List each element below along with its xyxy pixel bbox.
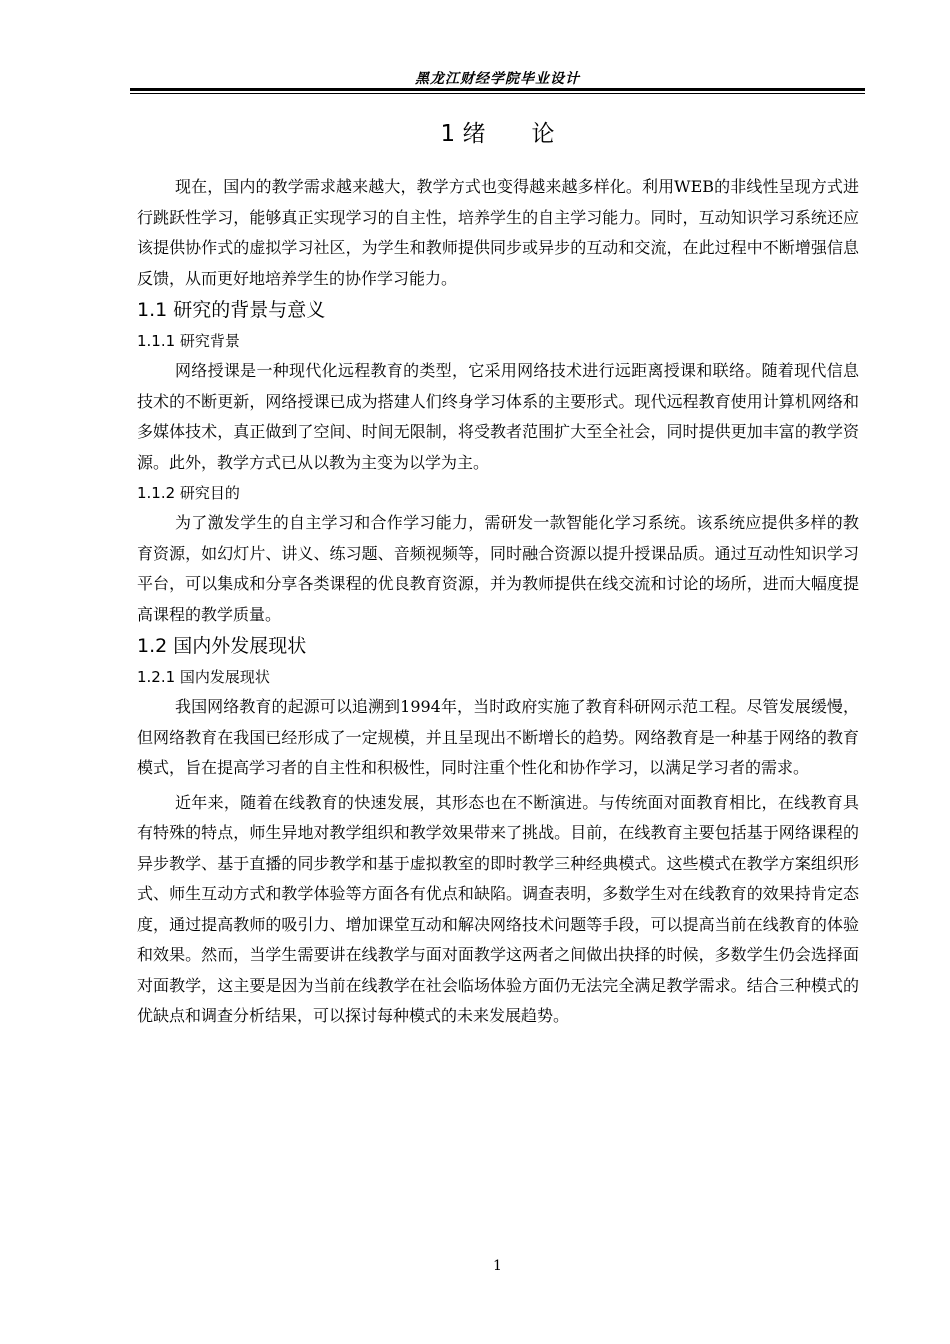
section-1-2-heading: 1.2 国内外发展现状	[137, 635, 307, 657]
page-body	[137, 172, 859, 1032]
subsection-1-1-2-heading: 1.1.2 研究目的	[137, 484, 240, 502]
header-rule-thick	[130, 88, 865, 91]
header-rule-thin	[130, 93, 865, 94]
subsection-1-1-1-heading: 1.1.1 研究背景	[137, 332, 240, 350]
subsection-1-2-1-heading: 1.2.1 国内发展现状	[137, 668, 270, 686]
research-purpose-paragraph: 为了激发学生的自主学习和合作学习能力，需研发一款智能化学习系统。该系统应提供多样的教育资源，如幻灯片、讲义、练习题、音频视频等，同时融合资源以提升授课品质。通过互动性知识学习平台，可以集成和分享各类课程的优良教育资源，并为教师提供在线交流和讨论的场所，进而大幅度提高课程的教学质量。	[137, 513, 859, 624]
research-background-paragraph: 网络授课是一种现代化远程教育的类型，它采用网络技术进行远距离授课和联络。随着现代信息技术的不断更新，网络授课已成为搭建人们终身学习体系的主要形式。现代远程教育使用计算机网络和多媒体技术，真正做到了空间、时间无限制，将受教者范围扩大至全社会，同时提供更加丰富的教学资源。此外，教学方式已从以教为主变为以学为主。	[137, 361, 859, 472]
page-number: 1	[493, 1258, 502, 1274]
chapter-title: 1 绪 论	[440, 121, 555, 147]
running-header: 黑龙江财经学院毕业设计	[415, 71, 580, 87]
intro-paragraph: 现在，国内的教学需求越来越大，教学方式也变得越来越多样化。利用WEB的非线性呈现方式进行跳跃性学习，能够真正实现学习的自主性，培养学生的自主学习能力。同时，互动知识学习系统还应该提供协作式的虚拟学习社区，为学生和教师提供同步或异步的互动和交流，在此过程中不断增强信息反馈，从而更好地培养学生的协作学习能力。	[137, 177, 859, 288]
domestic-status-paragraph-1: 我国网络教育的起源可以追溯到1994年，当时政府实施了教育科研网示范工程。尽管发展缓慢，但网络教育在我国已经形成了一定规模，并且呈现出不断增长的趋势。网络教育是一种基于网络的教育模式，旨在提高学习者的自主性和积极性，同时注重个性化和协作学习，以满足学习者的需求。	[137, 697, 859, 777]
domestic-status-paragraph-2: 近年来，随着在线教育的快速发展，其形态也在不断演进。与传统面对面教育相比，在线教育具有特殊的特点，师生异地对教学组织和教学效果带来了挑战。目前，在线教育主要包括基于网络课程的异步教学、基于直播的同步教学和基于虚拟教室的即时教学三种经典模式。这些模式在教学方案组织形式、师生互动方式和教学体验等方面各有优点和缺陷。调查表明，多数学生对在线教育的效果持肯定态度，通过提高教师的吸引力、增加课堂互动和解决网络技术问题等手段，可以提高当前在线教育的体验和效果。然而，当学生需要讲在线教学与面对面教学这两者之间做出抉择的时候，多数学生仍会选择面对面教学，这主要是因为当前在线教学在社会临场体验方面仍无法完全满足教学需求。结合三种模式的优缺点和调查分析结果，可以探讨每种模式的未来发展趋势。	[137, 792, 859, 1025]
section-1-1-heading: 1.1 研究的背景与意义	[137, 299, 326, 321]
